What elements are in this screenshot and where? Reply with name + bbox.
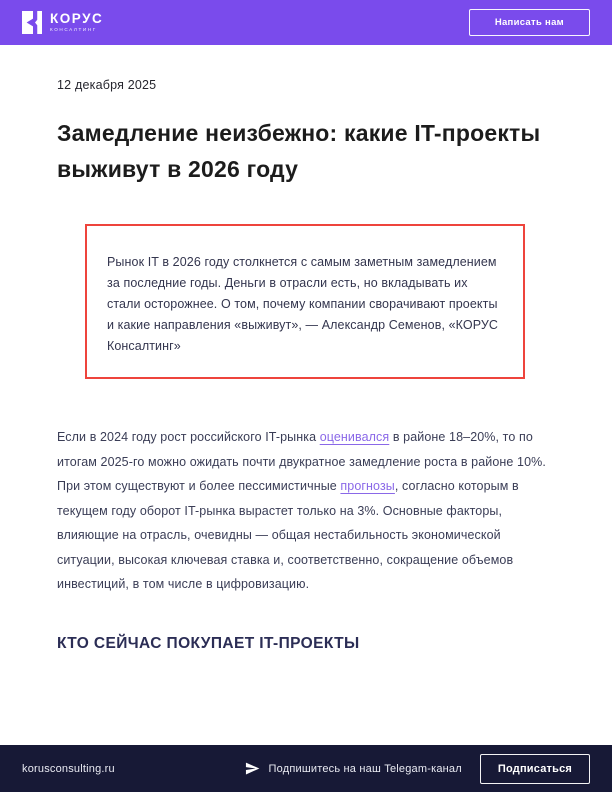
paragraph-text-3: , согласно которым в текущем году оборот IT-рынка вырастет только на 3%. Основные факторы, влияющие на отрасль, очевидны — общая нестабильность экономической ситуации, высокая ключевая ставка и, соответственно, сокращение объемов инвестиций, в том числе в цифровизацию. <box>57 479 519 591</box>
quote-box <box>85 224 525 379</box>
paragraph-text-2: в районе 18–20%, то по итогам 2025-го можно ожидать почти двукратное замедление роста в районе 10%. При этом существуют и более пессимистичные <box>57 430 546 493</box>
site-link[interactable]: korusconsulting.ru <box>22 762 115 775</box>
logo-mark-right <box>35 11 42 34</box>
contact-button[interactable]: Написать нам <box>469 9 590 36</box>
telegram-text: Подпишитесь на наш Telegam-канал <box>268 762 462 775</box>
section-heading: КТО СЕЙЧАС ПОКУПАЕТ IT-ПРОЕКТЫ <box>57 634 360 652</box>
quote-text: Рынок IT в 2026 году столкнется с самым заметным замедлением за последние годы. Деньги в отрасли есть, но вкладывать их стали осторожнее. О том, почему компании сворачивают проекты и какие направления «выживут», — Александр Семенов, «КОРУС Консалтинг» <box>107 255 499 353</box>
link-prognozy[interactable]: прогнозы <box>340 479 395 493</box>
article-paragraph <box>57 425 555 597</box>
article-date: 12 декабря 2025 <box>57 78 157 92</box>
logo-title: КОРУС <box>50 10 104 26</box>
article-content <box>0 78 612 653</box>
korus-logo[interactable] <box>22 11 103 34</box>
logo-mark-left <box>22 11 33 34</box>
telegram-prompt <box>245 761 462 776</box>
subscribe-button[interactable]: Подписаться <box>480 754 590 784</box>
header <box>0 0 612 45</box>
paragraph-text-1: Если в 2024 году рост российского IT-рынка <box>57 430 320 444</box>
korus-logo-icon <box>22 11 42 34</box>
article-title: Замедление неизбежно: какие IT-проекты выживут в 2026 году <box>57 120 541 182</box>
telegram-icon <box>245 761 260 776</box>
footer <box>0 745 612 792</box>
footer-right <box>245 754 590 784</box>
logo-subtitle: КОНСАЛТИНГ <box>50 27 97 33</box>
logo-text <box>50 12 103 33</box>
link-otsenivalsya[interactable]: оценивался <box>319 430 390 444</box>
